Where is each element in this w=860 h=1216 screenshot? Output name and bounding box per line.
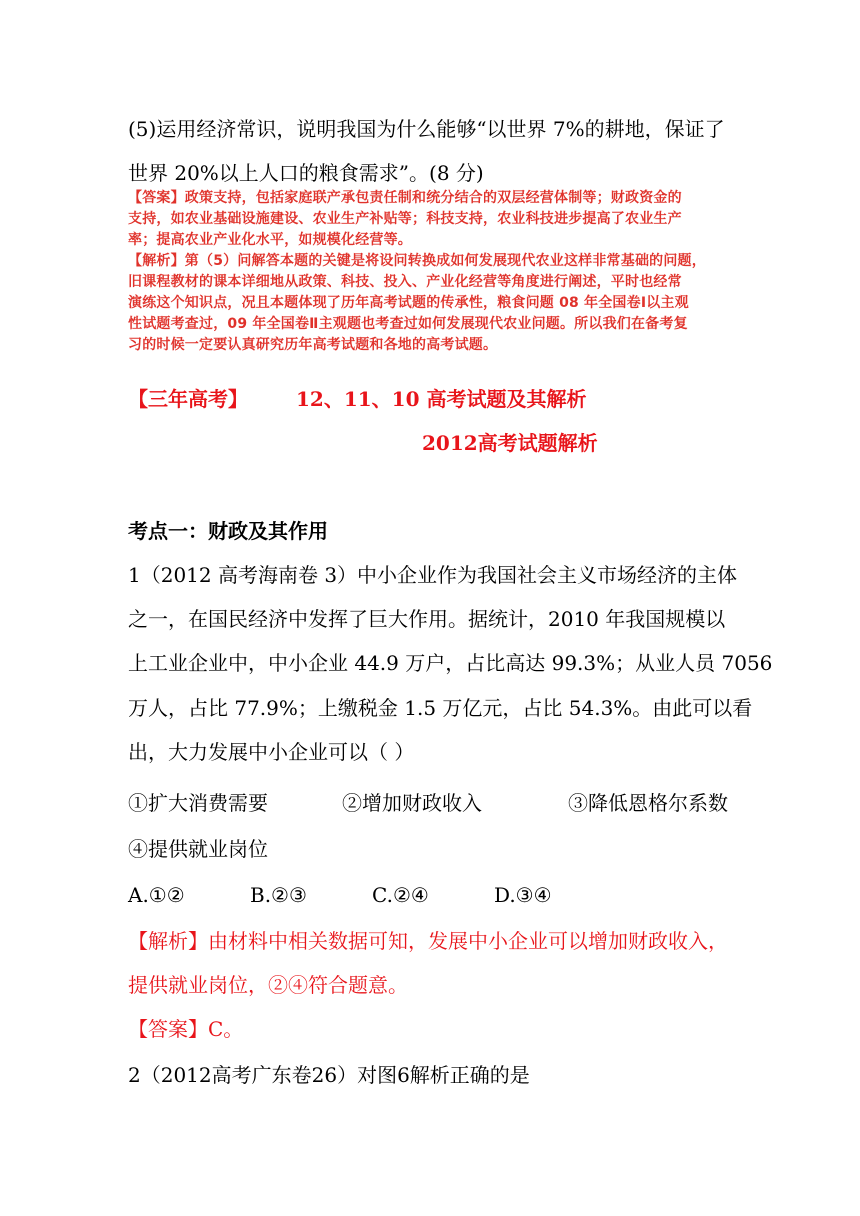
q1-choice-b: B.②③: [250, 883, 307, 907]
question5-line2: 世界 20%以上人口的粮食需求”。(8 分): [128, 161, 484, 185]
q1-item: ③降低恩格尔系数: [568, 791, 728, 815]
q1-analysis-line2: 提供就业岗位，②④符合题意。: [128, 973, 408, 997]
q2-stem: 2（2012高考广东卷26）对图6解析正确的是: [128, 1063, 530, 1087]
question5-line1: (5)运用经济常识，说明我国为什么能够“以世界 7%的耕地，保证了: [128, 117, 725, 141]
section-subheading: 2012高考试题解析: [422, 431, 598, 455]
answer-image-line: 率；提高农业产业化水平，如规模化经营等。: [128, 232, 412, 248]
q1-analysis-line1: 【解析】由材料中相关数据可知，发展中小企业可以增加财政收入，: [128, 929, 728, 953]
q1-item: ④提供就业岗位: [128, 837, 268, 861]
answer-image-line: 支持，如农业基础设施建设、农业生产补贴等；科技支持，农业科技进步提高了农业生产: [128, 211, 682, 227]
q1-line: 之一，在国民经济中发挥了巨大作用。据统计，2010 年我国规模以: [128, 607, 726, 631]
answer-image-line: 习的时候一定要认真研究历年高考试题和各地的高考试题。: [128, 337, 498, 353]
topic-title: 考点一：财政及其作用: [128, 519, 328, 543]
answer-image-line: 【解析】第（5）问解答本题的关键是将设问转换成如何发展现代农业这样非常基础的问题，: [128, 253, 706, 269]
q1-answer: 【答案】C。: [128, 1017, 244, 1041]
q1-line: 出，大力发展中小企业可以（ ）: [128, 740, 415, 764]
q1-line: 上工业企业中，中小企业 44.9 万户，占比高达 99.3%；从业人员 7056: [128, 651, 773, 675]
q1-choice-c: C.②④: [372, 883, 429, 907]
answer-image-line: 演练这个知识点，况且本题体现了历年高考试题的传承性，粮食问题 08 年全国卷Ⅰ以主观: [128, 295, 689, 311]
answer-image-line: 【答案】政策支持，包括家庭联产承包责任制和统分结合的双层经营体制等；财政资金的: [128, 190, 682, 206]
q1-line: 1（2012 高考海南卷 3）中小企业作为我国社会主义市场经济的主体: [128, 563, 738, 587]
answer-image-line: 性试题考查过，09 年全国卷Ⅱ主观题也考查过如何发展现代农业问题。所以我们在备考复: [128, 316, 688, 332]
q1-item: ②增加财政收入: [342, 791, 482, 815]
answer-image-block: [128, 188, 768, 376]
q1-item: ①扩大消费需要: [128, 791, 268, 815]
section-heading: [128, 386, 586, 412]
section-heading-tag: 【三年高考】: [128, 387, 248, 411]
q1-choice-d: D.③④: [494, 883, 552, 907]
answer-image-line: 旧课程教材的课本详细地从政策、科技、投入、产业化经营等角度进行阐述，平时也经常: [128, 274, 682, 290]
q1-line: 万人，占比 77.9%；上缴税金 1.5 万亿元，占比 54.3%。由此可以看: [128, 696, 753, 720]
section-heading-text: 12、11、10 高考试题及其解析: [296, 387, 587, 411]
q1-choice-a: A.①②: [128, 883, 185, 907]
